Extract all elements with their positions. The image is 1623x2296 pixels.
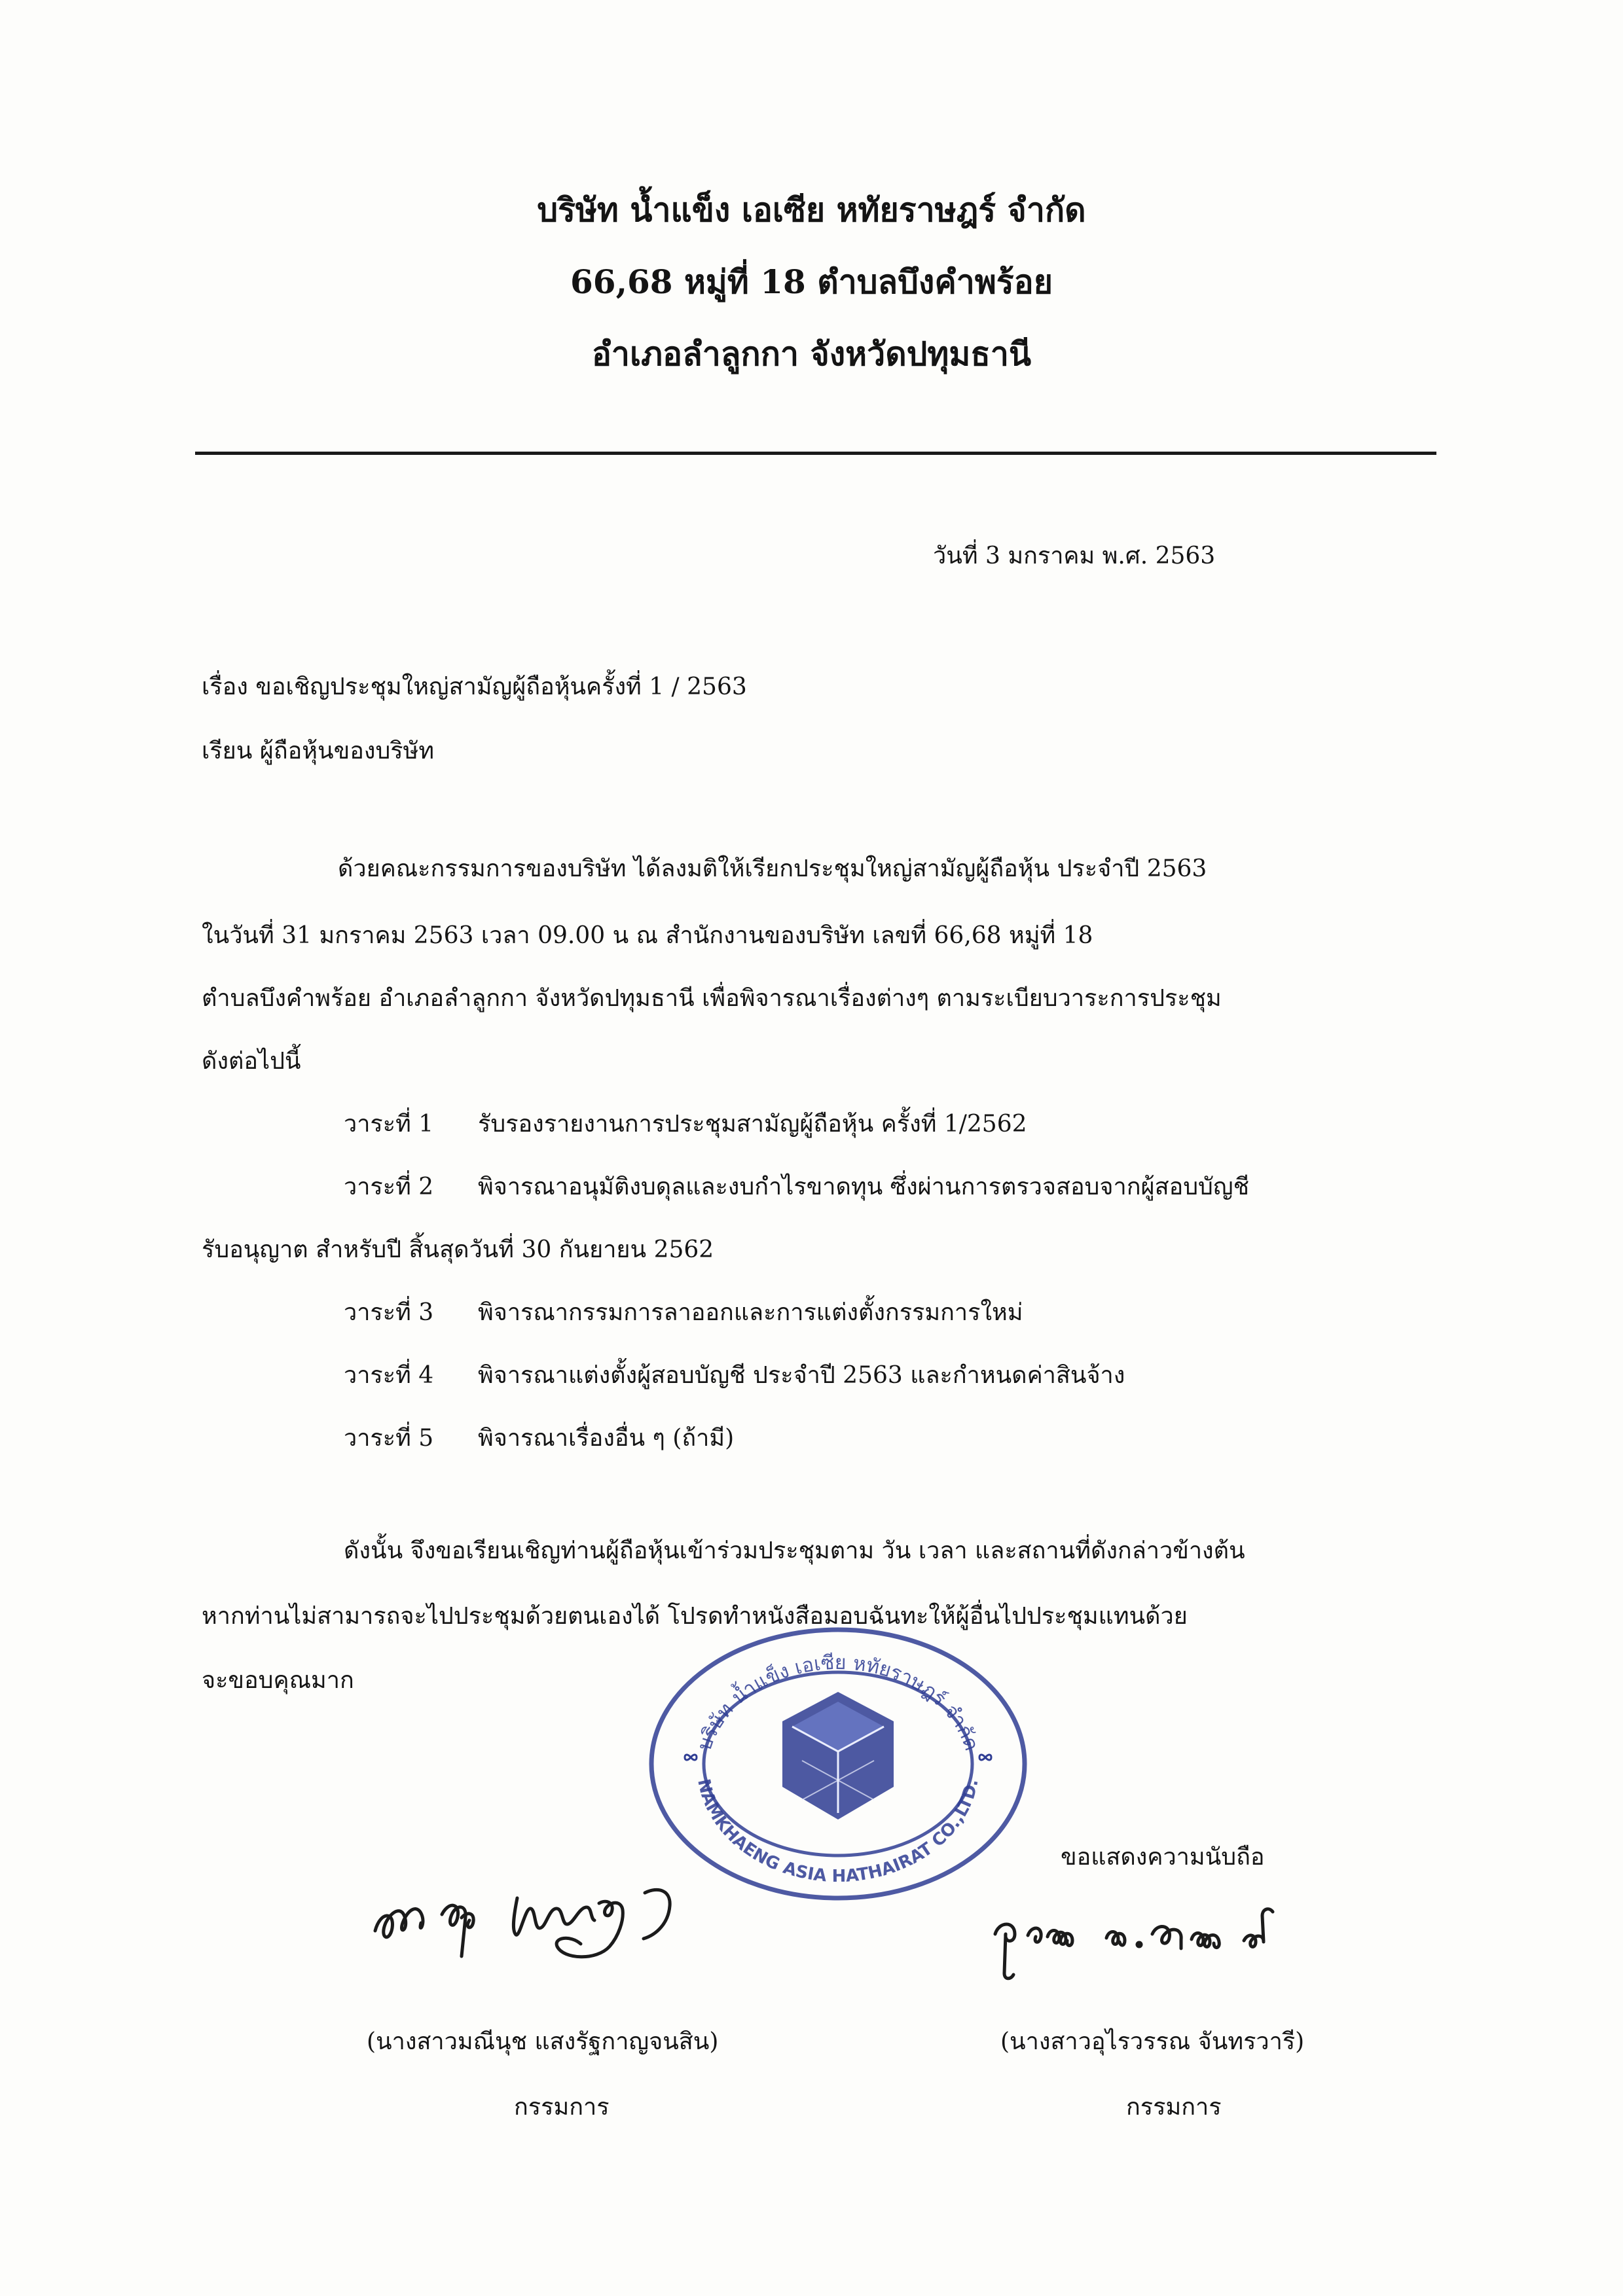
agenda-4-number: วาระที่ 4 — [344, 1362, 434, 1389]
seal-text-thai: บริษัท น้ำแข็ง เอเซีย หทัยราษฎร์ จำกัด — [693, 1651, 983, 1754]
signatory-1-title: กรรมการ — [514, 2094, 610, 2121]
closing-line-3: จะขอบคุณมาก — [202, 1667, 354, 1694]
signatory-2-title: กรรมการ — [1126, 2094, 1222, 2121]
seal-text-english: NAMKHAENG ASIA HATHAIRAT CO.,LTD. — [693, 1777, 983, 1887]
closing-line-1: ดังนั้น จึงขอเรียนเชิญท่านผู้ถือหุ้นเข้าร่วมประชุมตาม วัน เวลา และสถานที่ดังกล่าวข้างต้น — [344, 1537, 1245, 1564]
signatory-2-name: (นางสาวอุไรวรรณ จันทรวารี) — [1000, 2028, 1305, 2055]
closing-line-2: หากท่านไม่สามารถจะไปประชุมด้วยตนเองได้ โปรดทำหนังสือมอบฉันทะให้ผู้อื่นไปประชุมแทนด้วย — [202, 1603, 1188, 1630]
seal-infinity-right-icon — [979, 1755, 991, 1760]
signatory-1-name: (นางสาวมณีนุช แสงรัฐกาญจนสิน) — [367, 2028, 719, 2055]
agenda-3-number: วาระที่ 3 — [344, 1299, 434, 1326]
agenda-1-text: รับรองรายงานการประชุมสามัญผู้ถือหุ้น ครั้งที่ 1/2562 — [478, 1111, 1027, 1138]
agenda-5-number: วาระที่ 5 — [344, 1425, 434, 1452]
agenda-2-text: พิจารณาอนุมัติงบดุลและงบกำไรขาดทุน ซึ่งผ่านการตรวจสอบจากผู้สอบบัญชี — [478, 1174, 1250, 1200]
agenda-5-text: พิจารณาเรื่องอื่น ๆ (ถ้ามี) — [478, 1425, 735, 1452]
agenda-2-continuation: รับอนุญาต สำหรับปี สิ้นสุดวันที่ 30 กันยายน 2562 — [202, 1236, 714, 1263]
body-line-3: ตำบลบึงคำพร้อย อำเภอลำลูกกา จังหวัดปทุมธานี เพื่อพิจารณาเรื่องต่างๆ ตามระเบียบวาระการประชุม — [202, 985, 1222, 1012]
header-divider — [195, 452, 1436, 455]
regards-text: ขอแสดงความนับถือ — [1061, 1844, 1265, 1871]
agenda-4-text: พิจารณาแต่งตั้งผู้สอบบัญชี ประจำปี 2563 และกำหนดค่าสินจ้าง — [478, 1362, 1125, 1389]
subject-line: เรื่อง ขอเชิญประชุมใหญ่สามัญผู้ถือหุ้นครั้งที่ 1 / 2563 — [202, 673, 747, 700]
seal-infinity-left-icon — [685, 1755, 697, 1760]
letter-date: วันที่ 3 มกราคม พ.ศ. 2563 — [933, 543, 1216, 569]
signature-left — [363, 1852, 730, 1983]
agenda-1-number: วาระที่ 1 — [344, 1111, 434, 1138]
agenda-2-number: วาระที่ 2 — [344, 1174, 434, 1200]
body-line-4: ดังต่อไปนี้ — [202, 1048, 301, 1075]
company-address-line2: อำเภอลำลูกกา จังหวัดปทุมธานี — [591, 334, 1032, 373]
recipient-line: เรียน ผู้ถือหุ้นของบริษัท — [202, 738, 435, 764]
company-address-line1: 66,68 หมู่ที่ 18 ตำบลบึงคำพร้อย — [570, 262, 1053, 301]
agenda-3-text: พิจารณากรรมการลาออกและการแต่งตั้งกรรมการใหม่ — [478, 1299, 1023, 1326]
body-line-2: ในวันที่ 31 มกราคม 2563 เวลา 09.00 น ณ สำนักงานของบริษัท เลขที่ 66,68 หมู่ที่ 18 — [202, 922, 1093, 949]
body-line-1: ด้วยคณะกรรมการของบริษัท ได้ลงมติให้เรียกประชุมใหญ่สามัญผู้ถือหุ้น ประจำปี 2563 — [338, 855, 1207, 882]
seal-cube-logo-icon — [782, 1692, 894, 1820]
signature-right — [982, 1888, 1296, 1986]
company-name: บริษัท น้ำแข็ง เอเซีย หทัยราษฎร์ จำกัด — [537, 190, 1086, 229]
